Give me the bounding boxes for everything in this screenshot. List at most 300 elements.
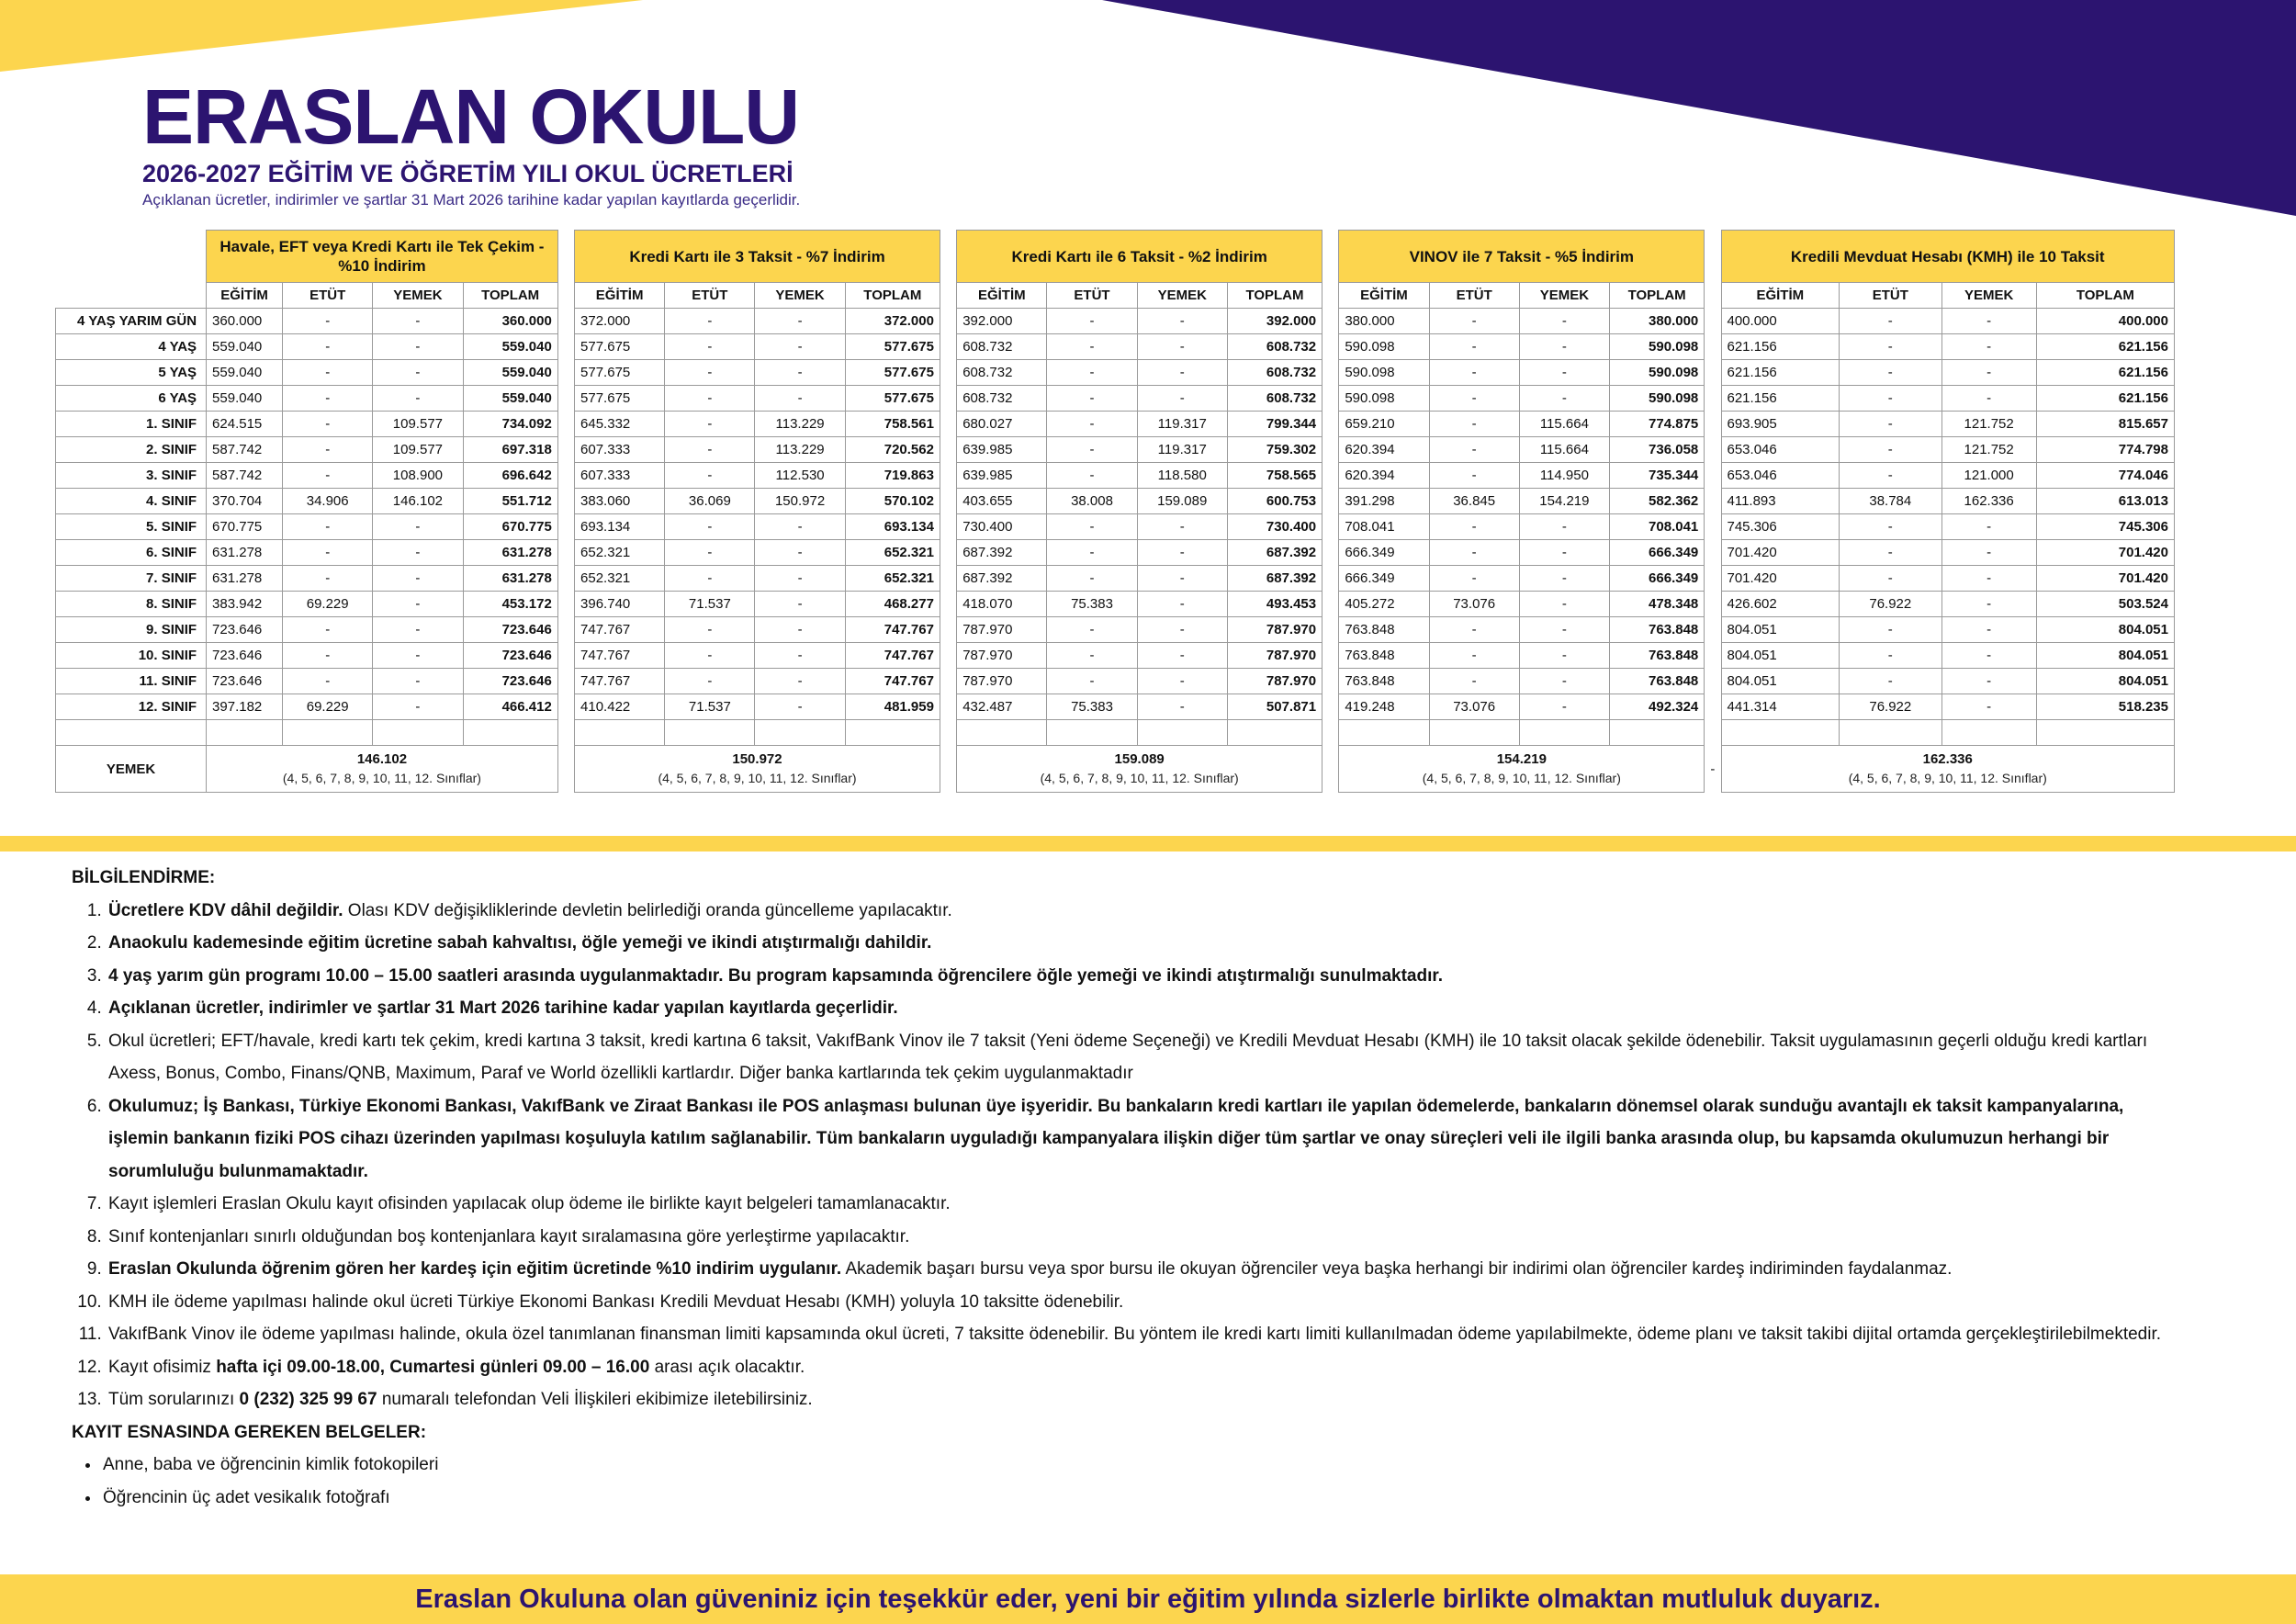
toplam-cell: 759.302 [1227, 437, 1322, 463]
subheader-toplam: TOPLAM [463, 283, 557, 309]
subheader-toplam: TOPLAM [1610, 283, 1705, 309]
info-item [107, 1383, 2175, 1416]
yemek-cell: 150.972 [755, 489, 845, 514]
toplam-cell: 763.848 [1610, 643, 1705, 669]
info-item-text: VakıfBank Vinov ile ödeme yapılması halinde, okula özel tanımlanan finansman limiti kapsamında okul ücreti, 7 taksitte ödenebilir. Bu yöntem ile kredi kartı limiti kullanılmadan ödeme yapılabilmekte, ödeme planı ve taksit takibi dijital ortamda gerçekleştirilebilmektedir. [108, 1325, 2162, 1344]
egitim-cell: 631.278 [207, 540, 283, 566]
info-item [107, 1351, 2175, 1384]
plan-gap [940, 720, 956, 746]
yemek-cell: - [373, 694, 463, 720]
yemek-cell: - [1519, 334, 1609, 360]
toplam-cell: 701.420 [2036, 540, 2174, 566]
toplam-cell: 787.970 [1227, 617, 1322, 643]
egitim-cell: 577.675 [575, 386, 665, 412]
yemek-cell: 115.664 [1519, 412, 1609, 437]
yemek-cell: - [1519, 566, 1609, 592]
toplam-cell: 621.156 [2036, 360, 2174, 386]
subheader-etüt: ETÜT [1429, 283, 1519, 309]
row-label: 12. SINIF [56, 694, 207, 720]
toplam-cell: 774.798 [2036, 437, 2174, 463]
documents-heading: KAYIT ESNASINDA GEREKEN BELGELER: [72, 1422, 427, 1442]
toplam-cell: 774.046 [2036, 463, 2174, 489]
toplam-cell: 763.848 [1610, 669, 1705, 694]
plan-gap [1322, 514, 1339, 540]
plan-gap [1705, 437, 1721, 463]
yemek-cell: 109.577 [373, 412, 463, 437]
etut-cell: - [665, 617, 755, 643]
spacer-cell [1840, 720, 1941, 746]
plan-gap [1322, 334, 1339, 360]
etut-cell: 38.008 [1047, 489, 1137, 514]
info-heading: BİLGİLENDİRME: [72, 868, 216, 887]
row-label: 6 YAŞ [56, 386, 207, 412]
egitim-cell: 730.400 [957, 514, 1047, 540]
plan-gap [940, 283, 956, 309]
toplam-cell: 697.318 [463, 437, 557, 463]
subheader-eği̇ti̇m: EĞİTİM [207, 283, 283, 309]
yemek-cell: - [755, 592, 845, 617]
toplam-cell: 518.235 [2036, 694, 2174, 720]
info-item [107, 927, 2175, 960]
egitim-cell: 804.051 [1721, 643, 1840, 669]
egitim-cell: 410.422 [575, 694, 665, 720]
table-row [56, 566, 2175, 592]
info-item [107, 1188, 2175, 1221]
yemek-cell: - [1519, 540, 1609, 566]
plan-gap [1705, 489, 1721, 514]
etut-cell: - [1840, 334, 1941, 360]
toplam-cell: 747.767 [845, 643, 940, 669]
plan-gap [940, 617, 956, 643]
toplam-cell: 631.278 [463, 566, 557, 592]
etut-cell: - [1047, 437, 1137, 463]
yemek-cell: - [1941, 643, 2036, 669]
egitim-cell: 787.970 [957, 617, 1047, 643]
egitim-cell: 723.646 [207, 643, 283, 669]
etut-cell: - [1429, 412, 1519, 437]
yemek-cell: - [373, 669, 463, 694]
yemek-fee-cell [1721, 746, 2175, 793]
yemek-cell: - [1137, 617, 1227, 643]
plan-gap [940, 643, 956, 669]
plan-gap [1322, 437, 1339, 463]
spacer-cell [1137, 720, 1227, 746]
yemek-cell: - [373, 360, 463, 386]
row-label: 11. SINIF [56, 669, 207, 694]
toplam-cell: 804.051 [2036, 669, 2174, 694]
subheader-etüt: ETÜT [1840, 283, 1941, 309]
yemek-cell: - [1137, 360, 1227, 386]
yemek-cell: - [1941, 334, 2036, 360]
etut-cell: 69.229 [283, 592, 373, 617]
plan-gap [557, 694, 574, 720]
subheader-yemek: YEMEK [1519, 283, 1609, 309]
info-item-text: Sınıf kontenjanları sınırlı olduğundan boş kontenjanlara kayıt sıralamasına göre yerleştirme yapılacaktır. [108, 1226, 910, 1246]
toplam-cell: 503.524 [2036, 592, 2174, 617]
toplam-cell: 613.013 [2036, 489, 2174, 514]
spacer-cell [755, 720, 845, 746]
etut-cell: - [1429, 334, 1519, 360]
yemek-fee-note: (4, 5, 6, 7, 8, 9, 10, 11, 12. Sınıflar) [282, 771, 481, 785]
egitim-cell: 680.027 [957, 412, 1047, 437]
egitim-cell: 419.248 [1339, 694, 1429, 720]
table-row [56, 309, 2175, 334]
yemek-cell: - [373, 566, 463, 592]
plan-gap [940, 231, 956, 283]
yemek-cell: 154.219 [1519, 489, 1609, 514]
etut-cell: - [283, 514, 373, 540]
egitim-cell: 659.210 [1339, 412, 1429, 437]
etut-cell: - [1429, 360, 1519, 386]
info-item-bold: hafta içi 09.00-18.00, Cumartesi günleri 09.00 – 16.00 [216, 1357, 650, 1377]
egitim-cell: 745.306 [1721, 514, 1840, 540]
etut-cell: - [1429, 669, 1519, 694]
etut-cell: - [283, 437, 373, 463]
etut-cell: - [665, 643, 755, 669]
yemek-fee-value: 154.219 [1496, 751, 1547, 767]
row-label: 10. SINIF [56, 643, 207, 669]
toplam-cell: 723.646 [463, 669, 557, 694]
etut-cell: 76.922 [1840, 592, 1941, 617]
yemek-cell: - [1137, 694, 1227, 720]
document-item: • Anne, baba ve öğrencinin kimlik fotokopileri [101, 1449, 2175, 1482]
toplam-cell: 666.349 [1610, 566, 1705, 592]
egitim-cell: 411.893 [1721, 489, 1840, 514]
egitim-cell: 747.767 [575, 669, 665, 694]
etut-cell: - [1047, 514, 1137, 540]
etut-cell: - [283, 360, 373, 386]
toplam-cell: 735.344 [1610, 463, 1705, 489]
info-item-bold: Okulumuz; İş Bankası, Türkiye Ekonomi Bankası, VakıfBank ve Ziraat Bankası ile POS anlaşması bulunan üye işyeridir. Bu bankaların kredi kartları ile yapılan ödemelerde, bankaların dönemsel olarak sunduğu avantajlı ek taksit kampanyalarına, işlemin bankanın fiziki POS cihazı üzerinden yapılması koşuluyla katılım sağlanabilir. Tüm bankaların uyguladığı kampanyalara ilişkin diğer tüm şartlar ve onay süreçleri veli ile ilgili banka arasında olup, bu kapsamda okulumuzun herhangi bir sorumluluğu bulunmamaktadır. [108, 1096, 2124, 1181]
etut-cell: - [1047, 643, 1137, 669]
yemek-cell: - [755, 360, 845, 386]
etut-cell: - [1840, 669, 1941, 694]
row-label: 9. SINIF [56, 617, 207, 643]
toplam-cell: 481.959 [845, 694, 940, 720]
egitim-cell: 693.134 [575, 514, 665, 540]
egitim-cell: 639.985 [957, 463, 1047, 489]
footer-banner: Eraslan Okuluna olan güveniniz için teşekkür eder, yeni bir eğitim yılında sizlerle birlikte olmaktan mutluluk duyarız. [0, 1574, 2296, 1624]
info-item-text: arası açık olacaktır. [649, 1357, 805, 1377]
egitim-cell: 652.321 [575, 540, 665, 566]
egitim-cell: 621.156 [1721, 386, 1840, 412]
plan-gap [1705, 720, 1721, 746]
group-header-row [56, 231, 2175, 283]
spacer-cell [1721, 720, 1840, 746]
yemek-cell: - [755, 309, 845, 334]
etut-cell: - [665, 412, 755, 437]
yemek-cell: - [1137, 514, 1227, 540]
yemek-cell: 112.530 [755, 463, 845, 489]
subheader-etüt: ETÜT [1047, 283, 1137, 309]
etut-cell: - [1047, 566, 1137, 592]
plan-gap [940, 360, 956, 386]
yemek-cell: - [373, 386, 463, 412]
egitim-cell: 397.182 [207, 694, 283, 720]
egitim-cell: 621.156 [1721, 334, 1840, 360]
yemek-cell: - [1137, 643, 1227, 669]
plan-gap-mark [940, 746, 956, 793]
etut-cell: - [1429, 617, 1519, 643]
egitim-cell: 608.732 [957, 334, 1047, 360]
etut-cell: 73.076 [1429, 694, 1519, 720]
toplam-cell: 608.732 [1227, 386, 1322, 412]
plan-gap [940, 309, 956, 334]
etut-cell: - [283, 669, 373, 694]
spacer-row [56, 720, 2175, 746]
plan-gap-mark [1322, 746, 1339, 793]
info-item [107, 960, 2175, 993]
etut-cell: - [665, 437, 755, 463]
info-item [107, 1253, 2175, 1286]
subheader-eği̇ti̇m: EĞİTİM [957, 283, 1047, 309]
etut-cell: - [283, 386, 373, 412]
info-item-text: Akademik başarı bursu veya spor bursu ile okuyan öğrenciler veya başka herhangi bir indirimi olan öğrenciler kardeş indiriminden faydalanmaz. [841, 1259, 1953, 1279]
subheader-etüt: ETÜT [283, 283, 373, 309]
etut-cell: - [1047, 386, 1137, 412]
row-label: 7. SINIF [56, 566, 207, 592]
plan-gap [1322, 489, 1339, 514]
etut-cell: - [665, 309, 755, 334]
documents-list [72, 1449, 2175, 1514]
plan-gap [557, 386, 574, 412]
egitim-cell: 587.742 [207, 463, 283, 489]
toplam-cell: 631.278 [463, 540, 557, 566]
etut-cell: - [1840, 566, 1941, 592]
plan-gap [1322, 566, 1339, 592]
egitim-cell: 645.332 [575, 412, 665, 437]
egitim-cell: 590.098 [1339, 386, 1429, 412]
egitim-cell: 708.041 [1339, 514, 1429, 540]
yemek-cell: - [1941, 309, 2036, 334]
plan-gap [1705, 592, 1721, 617]
info-item [107, 992, 2175, 1025]
subheader-eği̇ti̇m: EĞİTİM [1339, 283, 1429, 309]
row-label: 4. SINIF [56, 489, 207, 514]
yemek-cell: 159.089 [1137, 489, 1227, 514]
egitim-cell: 607.333 [575, 437, 665, 463]
etut-cell: 76.922 [1840, 694, 1941, 720]
plan-gap [1705, 334, 1721, 360]
fee-table [55, 230, 2175, 793]
plan-gap [1705, 386, 1721, 412]
plan-gap [1705, 643, 1721, 669]
toplam-cell: 696.642 [463, 463, 557, 489]
etut-cell: - [665, 566, 755, 592]
subheader-yemek: YEMEK [755, 283, 845, 309]
spacer-cell [2036, 720, 2174, 746]
etut-cell: - [665, 669, 755, 694]
egitim-cell: 701.420 [1721, 540, 1840, 566]
yemek-cell: - [1137, 386, 1227, 412]
table-row [56, 360, 2175, 386]
plan-gap [1322, 309, 1339, 334]
yemek-fee-value: 159.089 [1114, 751, 1165, 767]
info-item-text: Okul ücretleri; EFT/havale, kredi kartı tek çekim, kredi kartına 3 taksit, kredi kartına 6 taksit, VakıfBank Vinov ile 7 taksit (Yeni ödeme Seçeneği) ve Kredili Mevduat Hesabı (KMH) ile 10 taksit olacak şekilde ödenebilir. Taksit uygulamasının geçerli olduğu kredi kartları Axess, Bonus, Combo, Finans/QNB, Maximum, Paraf ve World özellikli kartlardır. Diğer banka kartlarında tek çekim uygulanmaktadır [108, 1031, 2148, 1083]
yemek-cell: 114.950 [1519, 463, 1609, 489]
etut-cell: - [1429, 514, 1519, 540]
row-label: 4 YAŞ [56, 334, 207, 360]
plan-gap [557, 514, 574, 540]
egitim-cell: 392.000 [957, 309, 1047, 334]
info-item [107, 1090, 2175, 1189]
header [142, 75, 800, 209]
etut-cell: 69.229 [283, 694, 373, 720]
toplam-cell: 590.098 [1610, 334, 1705, 360]
plan-gap [1322, 231, 1339, 283]
etut-cell: - [1429, 309, 1519, 334]
toplam-cell: 493.453 [1227, 592, 1322, 617]
plan-gap [940, 386, 956, 412]
egitim-cell: 426.602 [1721, 592, 1840, 617]
table-row [56, 463, 2175, 489]
toplam-cell: 720.562 [845, 437, 940, 463]
toplam-cell: 815.657 [2036, 412, 2174, 437]
etut-cell: 75.383 [1047, 694, 1137, 720]
egitim-cell: 747.767 [575, 643, 665, 669]
yemek-fee-value: 150.972 [732, 751, 782, 767]
plan-gap [1322, 669, 1339, 694]
egitim-cell: 701.420 [1721, 566, 1840, 592]
egitim-cell: 763.848 [1339, 669, 1429, 694]
table-row [56, 592, 2175, 617]
yemek-cell: - [755, 643, 845, 669]
yemek-cell: - [1519, 309, 1609, 334]
plan-gap [940, 694, 956, 720]
toplam-cell: 559.040 [463, 360, 557, 386]
subheader-yemek: YEMEK [373, 283, 463, 309]
egitim-cell: 587.742 [207, 437, 283, 463]
info-item-bold: Ücretlere KDV dâhil değildir. [108, 900, 343, 920]
toplam-cell: 559.040 [463, 386, 557, 412]
plan-gap [1705, 360, 1721, 386]
yemek-cell: - [1519, 643, 1609, 669]
plan-gap [1322, 283, 1339, 309]
yemek-cell: - [373, 617, 463, 643]
egitim-cell: 607.333 [575, 463, 665, 489]
egitim-cell: 621.156 [1721, 360, 1840, 386]
yemek-cell: - [1137, 669, 1227, 694]
etut-cell: - [1047, 412, 1137, 437]
yemek-fee-value: 146.102 [356, 751, 408, 767]
school-title: ERASLAN OKULU [142, 73, 799, 160]
toplam-cell: 687.392 [1227, 566, 1322, 592]
toplam-cell: 582.362 [1610, 489, 1705, 514]
etut-cell: 71.537 [665, 694, 755, 720]
egitim-cell: 804.051 [1721, 669, 1840, 694]
yemek-cell: - [755, 540, 845, 566]
spacer-cell [957, 720, 1047, 746]
etut-cell: - [283, 617, 373, 643]
egitim-cell: 590.098 [1339, 334, 1429, 360]
subheader-eği̇ti̇m: EĞİTİM [1721, 283, 1840, 309]
corner-cell [56, 231, 207, 283]
yemek-cell: - [1519, 694, 1609, 720]
egitim-cell: 383.060 [575, 489, 665, 514]
yemek-cell: 121.752 [1941, 412, 2036, 437]
subheader-toplam: TOPLAM [845, 283, 940, 309]
toplam-cell: 787.970 [1227, 669, 1322, 694]
etut-cell: - [1047, 617, 1137, 643]
toplam-cell: 380.000 [1610, 309, 1705, 334]
table-row [56, 514, 2175, 540]
yemek-fee-cell [957, 746, 1322, 793]
spacer-cell [1610, 720, 1705, 746]
egitim-cell: 370.704 [207, 489, 283, 514]
plan-gap [940, 566, 956, 592]
table-row [56, 412, 2175, 437]
yemek-fee-cell [575, 746, 940, 793]
spacer-cell [1429, 720, 1519, 746]
yemek-cell: - [755, 566, 845, 592]
etut-cell: - [283, 566, 373, 592]
etut-cell: 34.906 [283, 489, 373, 514]
toplam-cell: 621.156 [2036, 386, 2174, 412]
plan-gap [557, 566, 574, 592]
egitim-cell: 372.000 [575, 309, 665, 334]
egitim-cell: 383.942 [207, 592, 283, 617]
plan-gap [557, 283, 574, 309]
fee-subtitle: 2026-2027 EĞİTİM VE ÖĞRETİM YILI OKUL ÜCRETLERİ [142, 160, 793, 187]
etut-cell: 38.784 [1840, 489, 1941, 514]
yemek-cell: - [1519, 669, 1609, 694]
yemek-fee-note: (4, 5, 6, 7, 8, 9, 10, 11, 12. Sınıflar) [1848, 771, 2047, 785]
plan-gap [940, 669, 956, 694]
egitim-cell: 804.051 [1721, 617, 1840, 643]
toplam-cell: 758.561 [845, 412, 940, 437]
toplam-cell: 670.775 [463, 514, 557, 540]
plan-gap [1705, 566, 1721, 592]
spacer-cell [56, 720, 207, 746]
plan-gap [557, 334, 574, 360]
egitim-cell: 624.515 [207, 412, 283, 437]
toplam-cell: 590.098 [1610, 386, 1705, 412]
plan-gap [557, 231, 574, 283]
etut-cell: - [283, 412, 373, 437]
egitim-cell: 391.298 [1339, 489, 1429, 514]
row-label: 4 YAŞ YARIM GÜN [56, 309, 207, 334]
table-row [56, 694, 2175, 720]
plan-gap [1322, 720, 1339, 746]
spacer-cell [373, 720, 463, 746]
info-item [107, 1025, 2175, 1090]
plan-gap [940, 437, 956, 463]
info-item-bold: Eraslan Okulunda öğrenim gören her kardeş için eğitim ücretinde %10 indirim uygulanır. [108, 1259, 842, 1279]
plan-gap [940, 540, 956, 566]
egitim-cell: 787.970 [957, 669, 1047, 694]
plan-gap-mark: - [1705, 746, 1721, 793]
info-section [72, 862, 2175, 1514]
yemek-cell: - [373, 643, 463, 669]
yemek-cell: - [1941, 669, 2036, 694]
etut-cell: - [283, 463, 373, 489]
subheader-yemek: YEMEK [1137, 283, 1227, 309]
etut-cell: - [665, 360, 755, 386]
yemek-cell: 113.229 [755, 437, 845, 463]
egitim-cell: 787.970 [957, 643, 1047, 669]
yemek-cell: - [1519, 592, 1609, 617]
toplam-cell: 652.321 [845, 566, 940, 592]
egitim-cell: 608.732 [957, 360, 1047, 386]
egitim-cell: 403.655 [957, 489, 1047, 514]
yemek-cell: - [373, 309, 463, 334]
yemek-cell: - [755, 386, 845, 412]
yemek-cell: - [373, 592, 463, 617]
plan-gap [1322, 360, 1339, 386]
plan-gap [1705, 669, 1721, 694]
row-label: 5 YAŞ [56, 360, 207, 386]
egitim-cell: 620.394 [1339, 463, 1429, 489]
